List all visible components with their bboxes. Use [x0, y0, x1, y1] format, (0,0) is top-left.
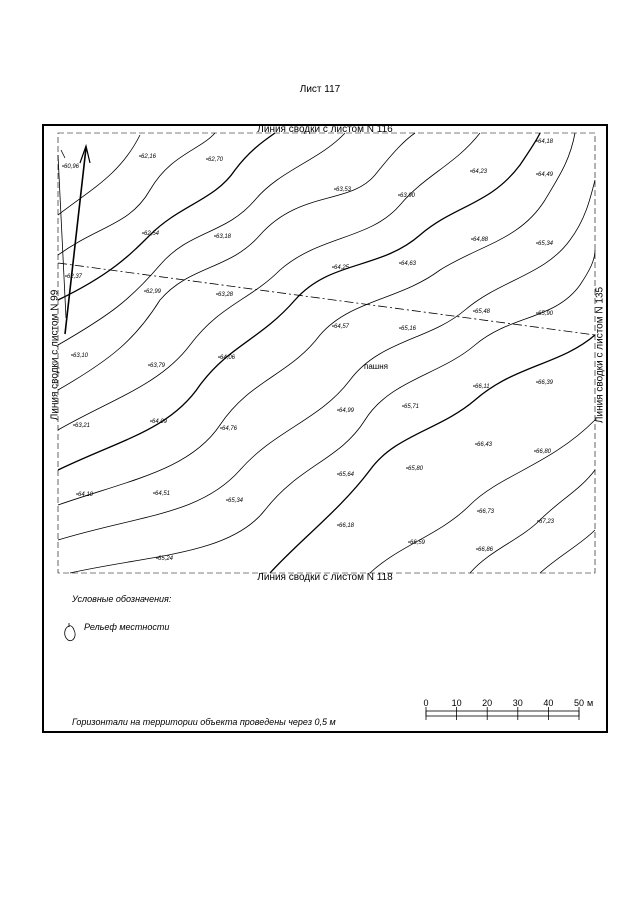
elevation-label: 65,34: [538, 241, 554, 247]
scale-bar: [426, 707, 579, 720]
edge-label-bottom: Линия сводки с листом N 118: [257, 572, 393, 583]
area-label: пашня: [364, 362, 388, 371]
scale-tick-label: 20: [482, 698, 493, 708]
elevation-label: 64,51: [155, 491, 171, 497]
elevation-label: 64,25: [334, 265, 350, 271]
elevation-label: 62,99: [146, 289, 162, 295]
elevation-label: 65,24: [158, 556, 174, 562]
scale-tick-label: 50: [573, 698, 585, 708]
elevation-label: 64,10: [78, 492, 94, 498]
edge-label-top: Линия сводки с листом N 116: [257, 124, 393, 135]
contour-line: [58, 133, 345, 345]
elevation-label: 64,23: [472, 169, 488, 175]
elevation-label: 64,99: [339, 408, 355, 414]
contour-line: [58, 133, 540, 470]
elevation-label: 65,16: [401, 326, 417, 332]
legend-item: [64, 622, 169, 632]
elevation-label: 66,80: [536, 449, 552, 455]
edge-label-right: Линия сводки с листом N 135: [594, 286, 606, 424]
contour-line: [540, 530, 595, 573]
scale-tick-label: 40: [543, 698, 554, 708]
elevation-label: 65,48: [475, 309, 491, 315]
contour-line: [58, 180, 595, 540]
footer-note: Горизонтали на территории объекта проведены через 0,5 м: [72, 717, 336, 727]
elevation-marks: [62, 139, 554, 562]
elevation-label: 66,59: [410, 540, 426, 546]
elevation-label: 66,39: [538, 380, 554, 386]
elevation-label: 65,71: [404, 404, 420, 410]
legend-item-label: Рельеф местности: [84, 622, 170, 632]
scale-tick-label: 0: [423, 698, 429, 708]
elevation-label: 63,53: [336, 187, 352, 193]
contour-line: [58, 133, 480, 430]
elevation-label: 66,73: [479, 509, 495, 515]
elevation-label: 64,49: [538, 172, 554, 178]
elevation-label: 64,88: [473, 237, 489, 243]
scale-tick-label: 30: [512, 698, 523, 708]
elevation-label: 64,18: [538, 139, 554, 145]
elevation-label: 62,70: [208, 157, 224, 163]
elevation-label: 63,21: [75, 423, 91, 429]
north-arrow-icon: [58, 146, 90, 334]
elevation-label: 62,16: [141, 154, 157, 160]
elevation-label: 66,11: [475, 384, 490, 390]
boundary-dash-line: [58, 263, 595, 335]
elevation-label: 64,57: [334, 324, 350, 330]
elevation-label: 63,18: [216, 234, 232, 240]
scale-unit: м: [587, 698, 594, 708]
sheet-boundary: [58, 133, 595, 573]
contour-line: [58, 133, 575, 505]
elevation-label: 64,09: [152, 419, 168, 425]
contour-line: [470, 470, 595, 573]
elevation-label: 65,64: [339, 472, 355, 478]
scale-tick-label: 10: [451, 698, 462, 708]
elevation-label: 67,23: [539, 519, 555, 525]
sheet-title: Лист 117: [299, 84, 341, 95]
elevation-label: 66,18: [339, 523, 355, 529]
contour-line: [58, 133, 275, 300]
elevation-label: 66,43: [477, 442, 493, 448]
contour-line: [58, 133, 415, 390]
elevation-label: 63,10: [73, 353, 89, 359]
elevation-label: 64,76: [222, 426, 238, 432]
elevation-label: 63,90: [400, 193, 416, 199]
elevation-label: 60,96: [64, 164, 80, 170]
elevation-label: 64,06: [220, 355, 236, 361]
elevation-label: 62,54: [144, 231, 160, 237]
legend-title: Условные обозначения:: [72, 594, 172, 604]
contour-line: [70, 250, 595, 573]
elevation-label: 65,34: [228, 498, 244, 504]
elevation-label: 63,79: [150, 363, 166, 369]
contour-line: [58, 135, 140, 215]
elevation-label: 63,28: [218, 292, 234, 298]
elevation-label: 62,37: [67, 274, 83, 280]
elevation-label: 65,80: [408, 466, 424, 472]
elevation-label: 66,86: [478, 547, 494, 553]
elevation-label: 65,90: [538, 311, 554, 317]
elevation-label: 64,63: [401, 261, 417, 267]
edge-label-left: Линия сводки с листом N 99: [49, 289, 61, 421]
contour-lines: [58, 133, 595, 573]
